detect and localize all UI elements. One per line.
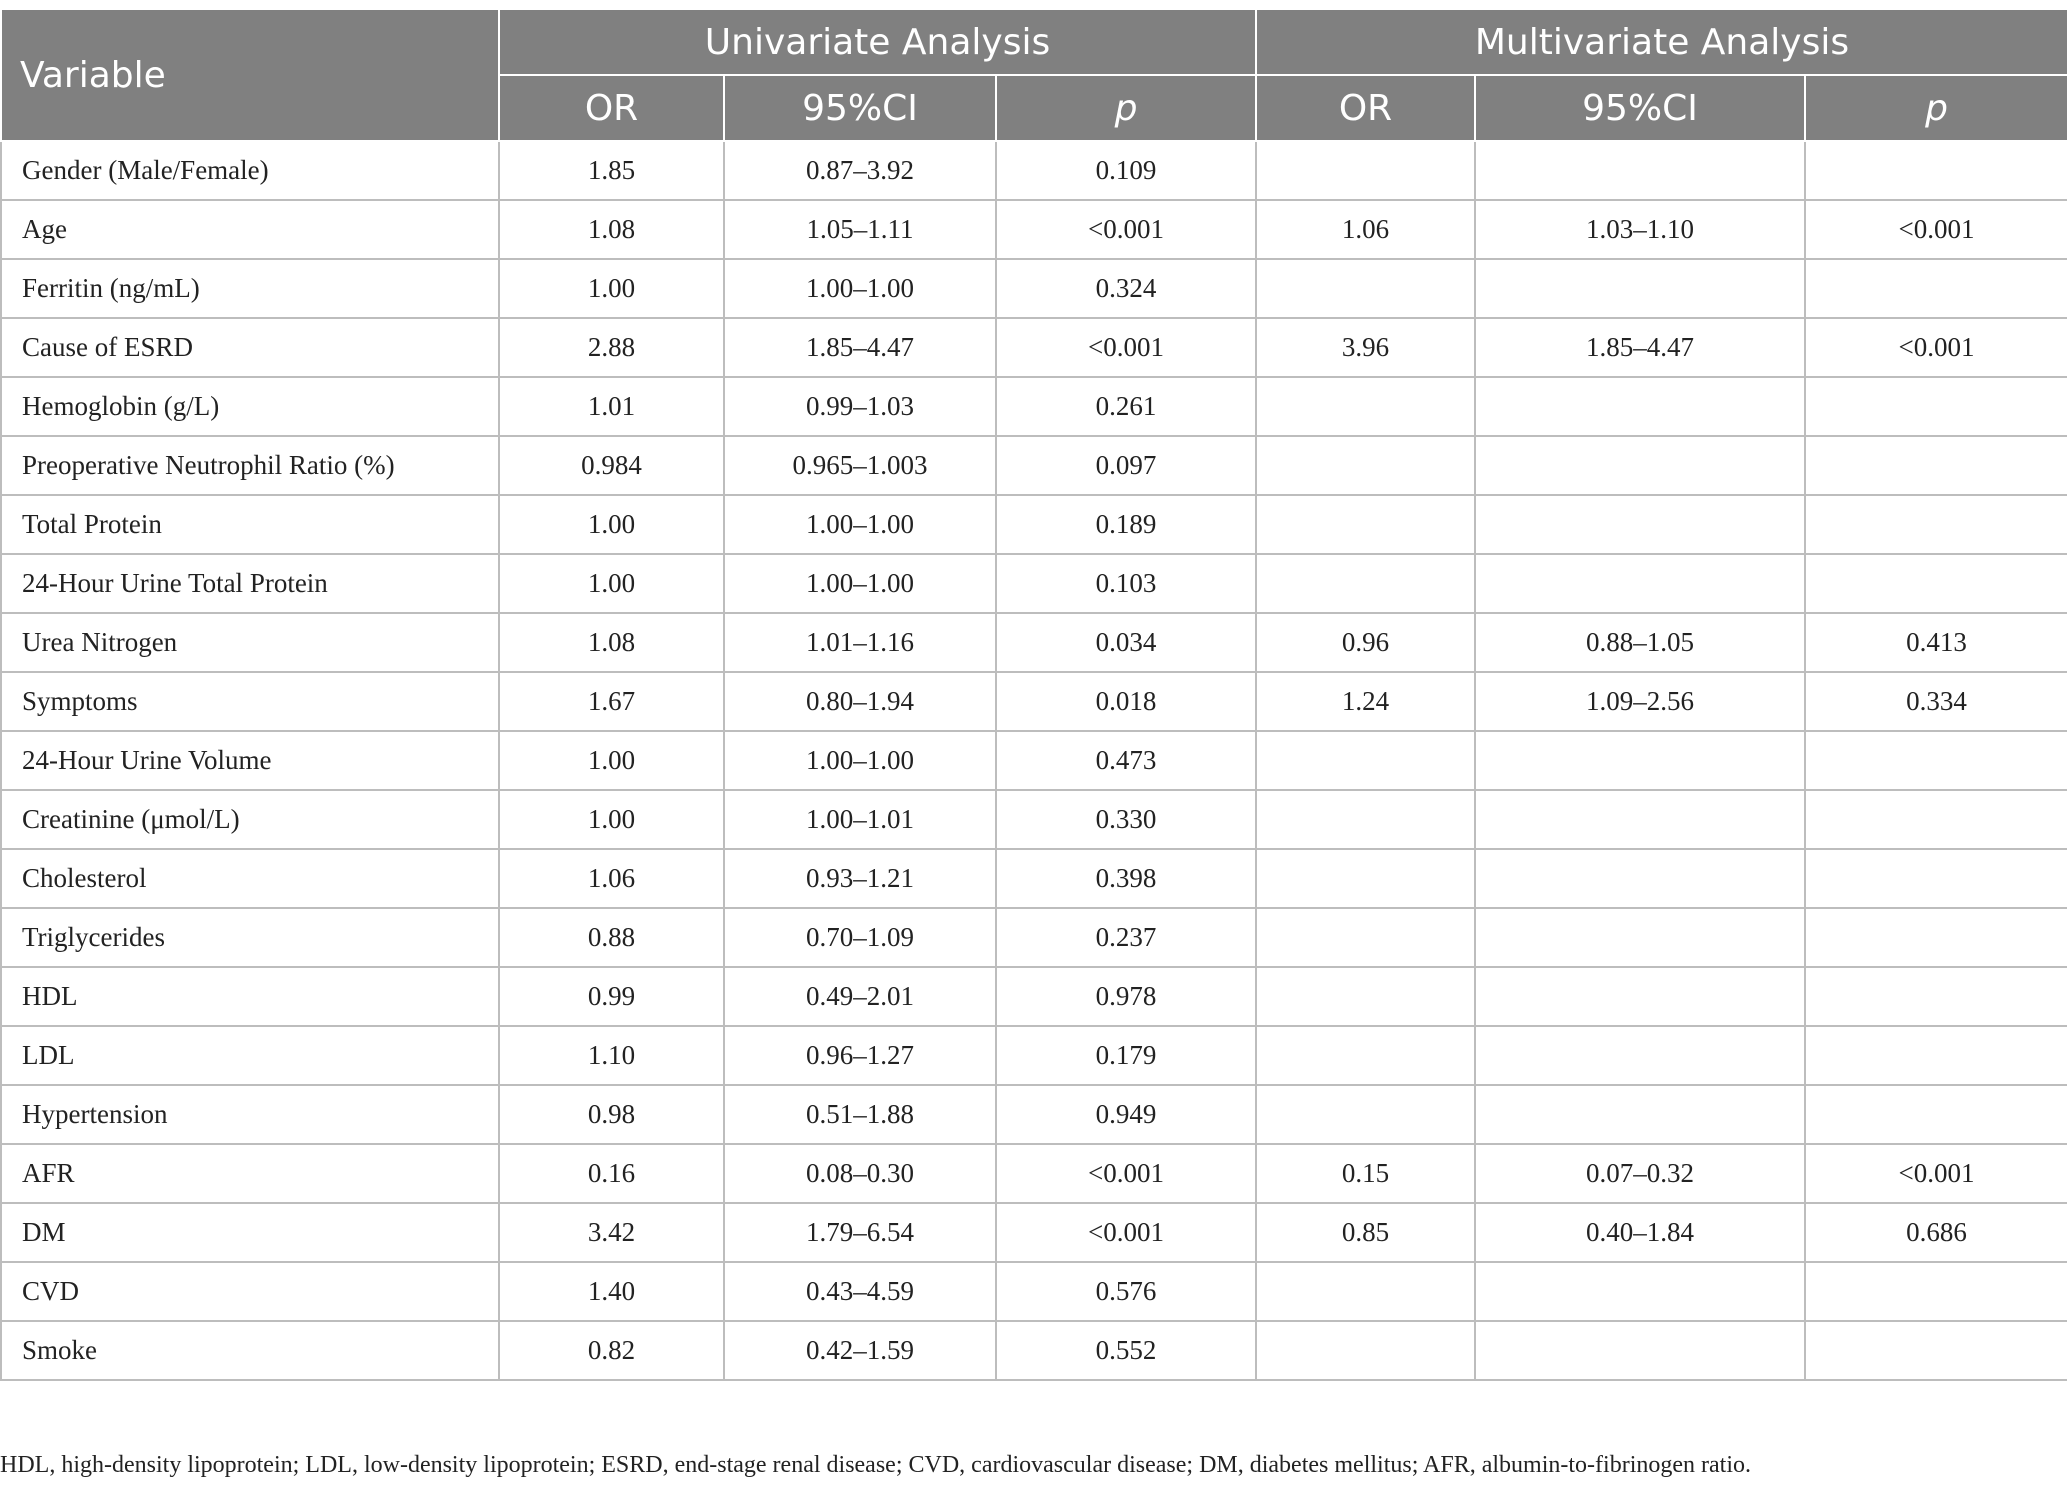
multi-or-cell [1256,1026,1475,1085]
multi-ci-cell [1475,554,1805,613]
table-row [1,259,2067,318]
table-row [1,967,2067,1026]
uni-p-cell: 0.330 [996,790,1256,849]
uni-ci-cell: 0.49–2.01 [724,967,996,1026]
table-row [1,1321,2067,1380]
uni-or-cell: 1.40 [499,1262,724,1321]
multi-p-cell: <0.001 [1805,200,2067,259]
variable-cell: Creatinine (μmol/L) [1,790,499,849]
uni-ci-cell: 0.93–1.21 [724,849,996,908]
uni-or-header: OR [499,75,724,141]
table-row [1,613,2067,672]
variable-cell: Hypertension [1,1085,499,1144]
uni-ci-cell: 0.08–0.30 [724,1144,996,1203]
variable-cell: Age [1,200,499,259]
uni-or-cell: 1.01 [499,377,724,436]
multi-p-cell [1805,554,2067,613]
table-row [1,672,2067,731]
multi-or-cell [1256,967,1475,1026]
uni-ci-cell: 1.00–1.00 [724,495,996,554]
multi-or-cell: 1.06 [1256,200,1475,259]
multi-or-cell [1256,1321,1475,1380]
variable-cell: 24-Hour Urine Total Protein [1,554,499,613]
uni-ci-cell: 1.00–1.00 [724,554,996,613]
uni-or-cell: 0.98 [499,1085,724,1144]
variable-cell: 24-Hour Urine Volume [1,731,499,790]
variable-cell: Ferritin (ng/mL) [1,259,499,318]
variable-cell: LDL [1,1026,499,1085]
multi-ci-cell [1475,908,1805,967]
uni-or-cell: 0.16 [499,1144,724,1203]
uni-or-cell: 1.00 [499,259,724,318]
multi-p-cell [1805,731,2067,790]
multi-or-cell [1256,259,1475,318]
variable-cell: Symptoms [1,672,499,731]
multi-ci-cell: 1.09–2.56 [1475,672,1805,731]
uni-or-cell: 1.06 [499,849,724,908]
multi-p-cell [1805,1321,2067,1380]
multi-or-cell [1256,908,1475,967]
multi-ci-cell: 0.07–0.32 [1475,1144,1805,1203]
multi-ci-cell [1475,731,1805,790]
multi-p-cell [1805,259,2067,318]
table-row [1,908,2067,967]
uni-or-cell: 2.88 [499,318,724,377]
multi-p-cell [1805,141,2067,200]
uni-ci-cell: 1.00–1.01 [724,790,996,849]
uni-or-cell: 3.42 [499,1203,724,1262]
multi-ci-header: 95%CI [1475,75,1805,141]
table-row [1,377,2067,436]
multi-ci-cell [1475,377,1805,436]
multi-or-cell [1256,849,1475,908]
uni-or-cell: 1.00 [499,790,724,849]
uni-p-cell: <0.001 [996,1203,1256,1262]
variable-cell: Hemoglobin (g/L) [1,377,499,436]
uni-or-cell: 1.10 [499,1026,724,1085]
uni-ci-cell: 1.79–6.54 [724,1203,996,1262]
univariate-header: Univariate Analysis [499,9,1256,75]
multi-p-cell [1805,967,2067,1026]
multi-ci-cell [1475,1026,1805,1085]
multi-or-cell [1256,790,1475,849]
uni-or-cell: 1.00 [499,554,724,613]
multi-p-header: p [1805,75,2067,141]
table-row [1,1026,2067,1085]
uni-p-cell: 0.109 [996,141,1256,200]
multi-ci-cell [1475,436,1805,495]
multi-p-cell: 0.686 [1805,1203,2067,1262]
uni-or-cell: 0.99 [499,967,724,1026]
multi-or-cell [1256,1262,1475,1321]
multi-p-cell: 0.334 [1805,672,2067,731]
uni-ci-header: 95%CI [724,75,996,141]
multi-or-cell [1256,377,1475,436]
table-row [1,731,2067,790]
uni-ci-cell: 0.96–1.27 [724,1026,996,1085]
uni-or-cell: 1.00 [499,495,724,554]
multi-p-cell [1805,790,2067,849]
uni-p-cell: <0.001 [996,1144,1256,1203]
uni-or-cell: 1.67 [499,672,724,731]
multi-ci-cell [1475,1321,1805,1380]
multi-ci-cell: 0.88–1.05 [1475,613,1805,672]
multi-p-cell: 0.413 [1805,613,2067,672]
variable-cell: DM [1,1203,499,1262]
multi-p-cell: <0.001 [1805,1144,2067,1203]
uni-ci-cell: 0.43–4.59 [724,1262,996,1321]
table-body [1,141,2067,1380]
variable-cell: CVD [1,1262,499,1321]
multi-p-cell [1805,1262,2067,1321]
variable-header: Variable [1,9,499,141]
uni-or-cell: 1.08 [499,613,724,672]
multi-ci-cell [1475,1262,1805,1321]
table-row [1,1203,2067,1262]
variable-cell: HDL [1,967,499,1026]
multi-p-cell [1805,1026,2067,1085]
uni-p-cell: 0.237 [996,908,1256,967]
variable-cell: Cholesterol [1,849,499,908]
uni-p-cell: 0.978 [996,967,1256,1026]
multivariate-header: Multivariate Analysis [1256,9,2067,75]
multi-or-cell: 0.15 [1256,1144,1475,1203]
multi-p-cell [1805,908,2067,967]
multi-or-cell: 0.96 [1256,613,1475,672]
uni-p-cell: 0.018 [996,672,1256,731]
variable-cell: Cause of ESRD [1,318,499,377]
uni-ci-cell: 0.80–1.94 [724,672,996,731]
table-header [1,9,2067,141]
regression-table [0,8,2067,1381]
uni-p-cell: 0.189 [996,495,1256,554]
multi-ci-cell [1475,967,1805,1026]
multi-ci-cell: 0.40–1.84 [1475,1203,1805,1262]
multi-p-cell [1805,436,2067,495]
uni-or-cell: 1.08 [499,200,724,259]
uni-or-cell: 1.85 [499,141,724,200]
uni-p-header: p [996,75,1256,141]
uni-p-cell: 0.552 [996,1321,1256,1380]
uni-or-cell: 0.82 [499,1321,724,1380]
table-row [1,436,2067,495]
uni-ci-cell: 1.00–1.00 [724,259,996,318]
multi-or-cell [1256,436,1475,495]
uni-ci-cell: 0.70–1.09 [724,908,996,967]
table-row [1,495,2067,554]
multi-p-cell [1805,377,2067,436]
uni-p-cell: 0.576 [996,1262,1256,1321]
multi-ci-cell [1475,495,1805,554]
uni-p-cell: <0.001 [996,318,1256,377]
multi-or-header: OR [1256,75,1475,141]
multi-ci-cell: 1.85–4.47 [1475,318,1805,377]
table-row [1,1085,2067,1144]
uni-p-cell: 0.097 [996,436,1256,495]
uni-ci-cell: 1.85–4.47 [724,318,996,377]
uni-p-cell: 0.034 [996,613,1256,672]
uni-p-cell: 0.949 [996,1085,1256,1144]
uni-p-cell: 0.398 [996,849,1256,908]
uni-ci-cell: 0.99–1.03 [724,377,996,436]
uni-p-cell: 0.179 [996,1026,1256,1085]
multi-p-cell [1805,495,2067,554]
uni-or-cell: 0.984 [499,436,724,495]
uni-ci-cell: 0.965–1.003 [724,436,996,495]
multi-ci-cell [1475,141,1805,200]
table-row [1,200,2067,259]
uni-or-cell: 1.00 [499,731,724,790]
table-row [1,1262,2067,1321]
uni-ci-cell: 0.51–1.88 [724,1085,996,1144]
variable-cell: AFR [1,1144,499,1203]
multi-ci-cell: 1.03–1.10 [1475,200,1805,259]
table-row [1,141,2067,200]
uni-ci-cell: 1.00–1.00 [724,731,996,790]
table-row [1,790,2067,849]
multi-or-cell: 0.85 [1256,1203,1475,1262]
uni-ci-cell: 1.05–1.11 [724,200,996,259]
table-footnote: HDL, high-density lipoprotein; LDL, low-density lipoprotein; ESRD, end-stage renal disease; CVD, cardiovascular disease; DM, diabetes mellitus; AFR, albumin-to-fibrinogen ratio. [0,1452,1751,1478]
uni-p-cell: 0.103 [996,554,1256,613]
table-row [1,318,2067,377]
table-row [1,849,2067,908]
uni-p-cell: 0.324 [996,259,1256,318]
multi-p-cell [1805,1085,2067,1144]
multi-or-cell [1256,495,1475,554]
table-row [1,1144,2067,1203]
multi-ci-cell [1475,849,1805,908]
multi-ci-cell [1475,1085,1805,1144]
uni-ci-cell: 0.42–1.59 [724,1321,996,1380]
multi-or-cell: 3.96 [1256,318,1475,377]
variable-cell: Gender (Male/Female) [1,141,499,200]
multi-p-cell: <0.001 [1805,318,2067,377]
variable-cell: Total Protein [1,495,499,554]
multi-ci-cell [1475,259,1805,318]
multi-ci-cell [1475,790,1805,849]
variable-cell: Smoke [1,1321,499,1380]
uni-p-cell: 0.473 [996,731,1256,790]
multi-or-cell [1256,554,1475,613]
multi-or-cell [1256,1085,1475,1144]
multi-or-cell: 1.24 [1256,672,1475,731]
table-row [1,554,2067,613]
uni-or-cell: 0.88 [499,908,724,967]
uni-ci-cell: 0.87–3.92 [724,141,996,200]
variable-cell: Urea Nitrogen [1,613,499,672]
table-container [0,8,2067,1381]
variable-cell: Triglycerides [1,908,499,967]
multi-or-cell [1256,141,1475,200]
multi-or-cell [1256,731,1475,790]
uni-p-cell: <0.001 [996,200,1256,259]
multi-p-cell [1805,849,2067,908]
variable-cell: Preoperative Neutrophil Ratio (%) [1,436,499,495]
uni-p-cell: 0.261 [996,377,1256,436]
uni-ci-cell: 1.01–1.16 [724,613,996,672]
